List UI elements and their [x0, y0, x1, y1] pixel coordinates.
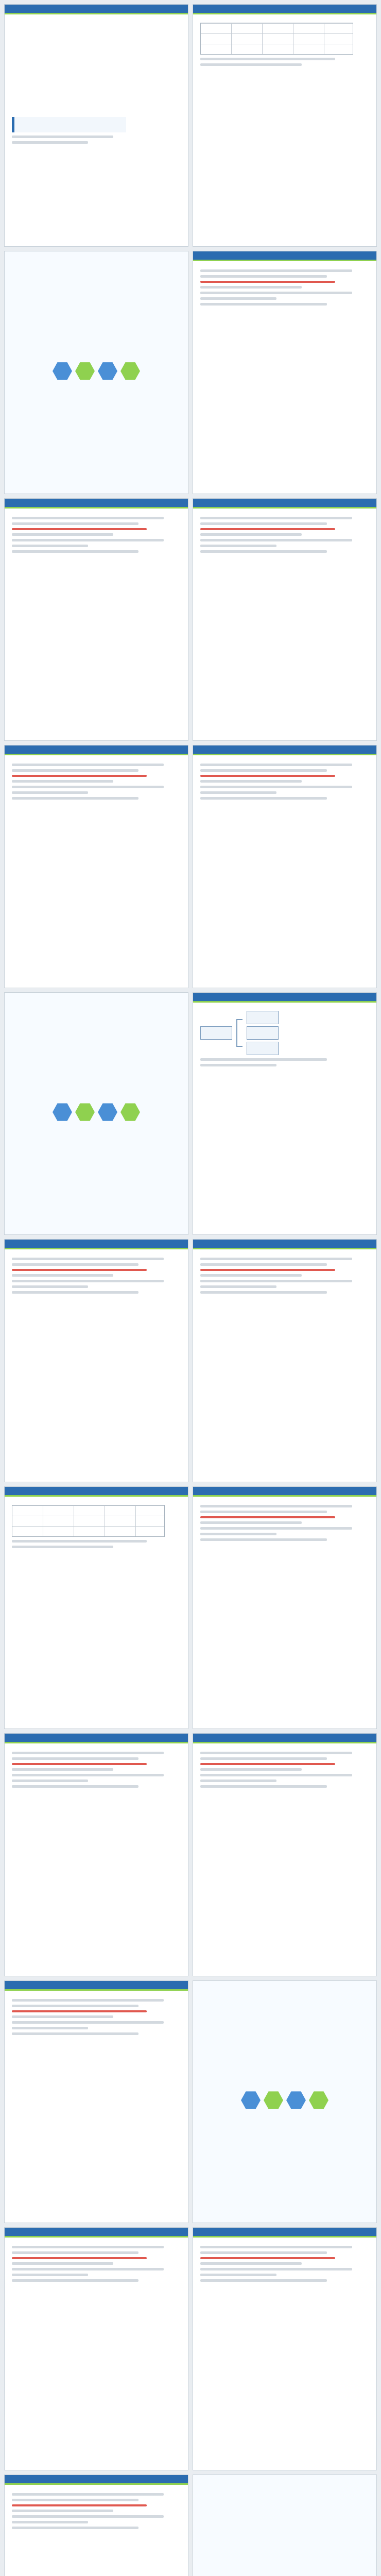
text-line-placeholder — [200, 545, 276, 547]
text-line-placeholder — [12, 775, 147, 777]
slide-title — [12, 117, 126, 132]
text-line-placeholder — [200, 1774, 352, 1776]
hexagon-shape — [286, 2090, 306, 2110]
slide-thumbnail[interactable] — [4, 2227, 188, 2470]
slide-body — [193, 261, 376, 493]
text-line-placeholder — [12, 2010, 147, 2012]
text-line-placeholder — [200, 1768, 302, 1771]
slide-thumbnail[interactable] — [4, 1980, 188, 2223]
text-line-placeholder — [200, 528, 335, 530]
text-line-placeholder — [200, 522, 327, 525]
slide-body — [5, 993, 188, 1234]
text-line-placeholder — [12, 786, 164, 788]
text-line-placeholder — [200, 1527, 352, 1530]
text-line-placeholder — [200, 1533, 276, 1535]
slide-header-bar — [193, 1734, 376, 1743]
text-line-placeholder — [12, 2015, 113, 2018]
slide-thumbnail[interactable] — [4, 498, 188, 741]
slide-body — [5, 1497, 188, 1728]
text-line-placeholder — [200, 303, 327, 306]
text-line-placeholder — [12, 135, 113, 138]
text-line-placeholder — [200, 1538, 327, 1541]
slide-body — [193, 1249, 376, 1481]
hexagon-shape — [53, 1103, 72, 1122]
slide-body — [5, 1991, 188, 2223]
text-line-placeholder — [200, 286, 302, 289]
slide-thumbnail[interactable] — [193, 1239, 377, 1482]
text-line-placeholder — [200, 1064, 276, 1066]
text-line-placeholder — [200, 1752, 352, 1754]
text-line-placeholder — [12, 1752, 164, 1754]
text-line-placeholder — [200, 1263, 327, 1266]
text-line-placeholder — [200, 58, 335, 60]
slide-header-bar — [5, 1734, 188, 1743]
text-line-placeholder — [12, 1774, 164, 1776]
hexagon-shape — [120, 361, 140, 381]
text-line-placeholder — [12, 533, 113, 536]
section-hex-row — [53, 1103, 140, 1122]
hexagon-shape — [241, 2090, 261, 2110]
text-line-placeholder — [12, 769, 138, 772]
text-line-placeholder — [12, 2257, 147, 2259]
text-line-placeholder — [200, 1291, 327, 1294]
text-line-placeholder — [12, 1540, 147, 1543]
hexagon-shape — [98, 1103, 117, 1122]
text-line-placeholder — [12, 2027, 88, 2029]
text-line-placeholder — [12, 550, 138, 553]
text-line-placeholder — [12, 1785, 138, 1788]
slide-body — [5, 1249, 188, 1481]
text-line-placeholder — [12, 1757, 138, 1760]
text-line-placeholder — [200, 769, 327, 772]
text-line-placeholder — [12, 2274, 88, 2276]
text-line-placeholder — [200, 539, 352, 541]
slide-thumbnail[interactable] — [193, 2475, 377, 2576]
section-hex-row — [53, 361, 140, 381]
text-line-placeholder — [12, 1780, 88, 1782]
text-line-placeholder — [200, 1763, 335, 1765]
slide-thumbnail[interactable] — [193, 1733, 377, 1976]
text-line-placeholder — [12, 764, 164, 766]
text-line-placeholder — [12, 1763, 147, 1765]
text-line-placeholder — [12, 1285, 88, 1288]
slide-thumbnail[interactable] — [193, 1980, 377, 2223]
text-line-placeholder — [12, 2521, 88, 2523]
text-line-placeholder — [200, 281, 335, 283]
text-line-placeholder — [12, 2262, 113, 2265]
slide-thumbnail[interactable] — [4, 251, 188, 494]
slide-thumbnail[interactable] — [4, 4, 188, 247]
slide-thumbnail[interactable] — [193, 4, 377, 247]
text-line-placeholder — [200, 764, 352, 766]
text-line-placeholder — [200, 1280, 352, 1282]
slide-header-bar — [5, 5, 188, 14]
text-line-placeholder — [200, 2251, 327, 2254]
text-line-placeholder — [200, 297, 276, 300]
slide-body — [5, 2238, 188, 2469]
text-line-placeholder — [12, 528, 147, 530]
diagram-box — [200, 1026, 232, 1040]
text-line-placeholder — [200, 1785, 327, 1788]
text-line-placeholder — [200, 1269, 335, 1271]
brace-shape — [236, 1019, 243, 1047]
text-line-placeholder — [12, 2032, 138, 2035]
slide-header-bar — [193, 2228, 376, 2238]
slide-header-bar — [5, 2475, 188, 2485]
text-line-placeholder — [12, 1258, 164, 1260]
text-line-placeholder — [200, 786, 352, 788]
text-line-placeholder — [200, 1505, 352, 1507]
text-line-placeholder — [12, 517, 164, 519]
slide-body — [193, 2475, 376, 2576]
slide-body — [5, 1743, 188, 1975]
slide-header-bar — [5, 499, 188, 509]
slide-thumbnail[interactable] — [193, 2227, 377, 2470]
text-line-placeholder — [12, 2499, 138, 2501]
text-line-placeholder — [200, 2262, 302, 2265]
text-line-placeholder — [12, 2005, 138, 2007]
slide-thumbnail[interactable] — [4, 745, 188, 988]
slide-body — [193, 14, 376, 246]
hexagon-shape — [98, 361, 117, 381]
text-line-placeholder — [12, 2246, 164, 2248]
slide-column-left — [4, 4, 188, 2576]
hexagon-shape — [75, 361, 95, 381]
text-line-placeholder — [200, 2274, 276, 2276]
slide-thumbnail[interactable] — [193, 498, 377, 741]
text-line-placeholder — [200, 775, 335, 777]
slide-body — [193, 1497, 376, 1728]
slide-column-right — [193, 4, 377, 2576]
text-line-placeholder — [200, 1521, 302, 1524]
text-line-placeholder — [12, 1291, 138, 1294]
text-line-placeholder — [12, 2268, 164, 2270]
slide-thumbnail[interactable] — [4, 1733, 188, 1976]
slide-body — [193, 1743, 376, 1975]
slide-header-bar — [193, 745, 376, 755]
text-line-placeholder — [12, 1546, 113, 1548]
text-line-placeholder — [12, 1768, 113, 1771]
diagram-box — [247, 1042, 279, 1055]
slide-body — [193, 755, 376, 987]
text-line-placeholder — [12, 2527, 138, 2529]
text-line-placeholder — [200, 1258, 352, 1260]
text-line-placeholder — [200, 292, 352, 294]
slide-thumbnail[interactable] — [193, 745, 377, 988]
slide-body — [5, 2485, 188, 2576]
diagram-placeholder — [200, 1011, 369, 1055]
hexagon-shape — [120, 1103, 140, 1122]
hexagon-shape — [309, 2090, 328, 2110]
text-line-placeholder — [200, 2268, 352, 2270]
slide-body — [193, 1981, 376, 2223]
text-line-placeholder — [12, 141, 88, 144]
text-line-placeholder — [200, 2257, 335, 2259]
slide-body — [5, 14, 188, 246]
slide-body — [5, 755, 188, 987]
slide-body — [193, 509, 376, 740]
slide-header-bar — [193, 5, 376, 14]
slide-body — [193, 1003, 376, 1234]
text-line-placeholder — [200, 2246, 352, 2248]
text-line-placeholder — [12, 2279, 138, 2282]
text-line-placeholder — [200, 1757, 327, 1760]
text-line-placeholder — [12, 1274, 113, 1277]
text-line-placeholder — [12, 2251, 138, 2254]
text-line-placeholder — [200, 550, 327, 553]
text-line-placeholder — [200, 1780, 276, 1782]
slide-header-bar — [193, 499, 376, 509]
text-line-placeholder — [200, 780, 302, 783]
text-line-placeholder — [12, 522, 138, 525]
text-line-placeholder — [12, 1999, 164, 2002]
slide-thumbnail[interactable] — [4, 1486, 188, 1729]
text-line-placeholder — [200, 269, 352, 272]
text-line-placeholder — [12, 2515, 164, 2518]
text-line-placeholder — [200, 1516, 335, 1518]
hexagon-shape — [75, 1103, 95, 1122]
text-line-placeholder — [12, 791, 88, 794]
text-line-placeholder — [12, 797, 138, 800]
text-line-placeholder — [12, 780, 113, 783]
slide-thumbnail[interactable] — [193, 992, 377, 1235]
slide-header-bar — [5, 745, 188, 755]
text-line-placeholder — [200, 517, 352, 519]
slide-thumbnail[interactable] — [4, 992, 188, 1235]
text-line-placeholder — [200, 1274, 302, 1277]
slide-body — [193, 2238, 376, 2469]
text-line-placeholder — [12, 1263, 138, 1266]
text-line-placeholder — [12, 2504, 147, 2506]
text-line-placeholder — [12, 539, 164, 541]
diagram-box — [247, 1026, 279, 1040]
table-placeholder — [200, 23, 353, 55]
text-line-placeholder — [200, 63, 302, 66]
text-line-placeholder — [200, 2279, 327, 2282]
text-line-placeholder — [200, 275, 327, 278]
text-line-placeholder — [200, 791, 276, 794]
text-line-placeholder — [200, 533, 302, 536]
text-line-placeholder — [200, 1058, 327, 1061]
diagram-branch-stack — [247, 1011, 279, 1055]
text-line-placeholder — [12, 2510, 113, 2512]
slide-body — [5, 509, 188, 740]
slide-header-bar — [193, 1240, 376, 1249]
slide-header-bar — [5, 1981, 188, 1991]
hexagon-shape — [264, 2090, 283, 2110]
slide-thumbnail[interactable] — [193, 251, 377, 494]
slide-header-bar — [193, 1487, 376, 1497]
section-hex-row — [241, 2090, 328, 2110]
slide-header-bar — [5, 1487, 188, 1497]
slide-header-bar — [5, 1240, 188, 1249]
slide-thumbnail[interactable] — [4, 2475, 188, 2576]
text-line-placeholder — [12, 2493, 164, 2496]
text-line-placeholder — [200, 1511, 327, 1513]
text-line-placeholder — [12, 2021, 164, 2024]
table-placeholder — [12, 1505, 165, 1537]
text-line-placeholder — [200, 1285, 276, 1288]
slide-thumbnail[interactable] — [193, 1486, 377, 1729]
text-line-placeholder — [12, 1280, 164, 1282]
slide-header-bar — [193, 251, 376, 261]
slide-thumbnail[interactable] — [4, 1239, 188, 1482]
text-line-placeholder — [12, 1269, 147, 1271]
slide-header-bar — [193, 993, 376, 1003]
text-line-placeholder — [12, 545, 88, 547]
slide-body — [5, 251, 188, 493]
hexagon-shape — [53, 361, 72, 381]
slide-header-bar — [5, 2228, 188, 2238]
text-line-placeholder — [200, 797, 327, 800]
diagram-box — [247, 1011, 279, 1024]
